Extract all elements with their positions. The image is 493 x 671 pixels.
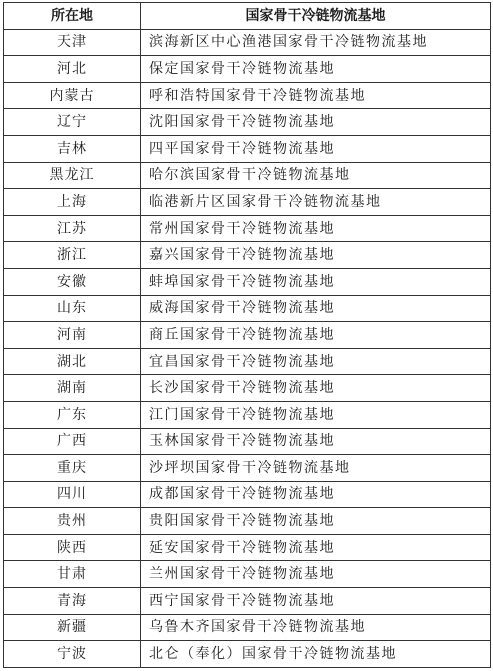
table-row (4, 455, 491, 482)
base-cell: 呼和浩特国家骨干冷链物流基地 (141, 82, 491, 109)
location-cell: 内蒙古 (4, 82, 141, 109)
base-cell: 西宁国家骨干冷链物流基地 (141, 588, 491, 615)
location-cell: 上海 (4, 189, 141, 216)
table-row (4, 162, 491, 189)
base-cell: 商丘国家骨干冷链物流基地 (141, 322, 491, 349)
location-cell: 河南 (4, 322, 141, 349)
table-row (4, 56, 491, 83)
location-cell: 甘肃 (4, 561, 141, 588)
table-row (4, 401, 491, 428)
table-row (4, 534, 491, 561)
location-cell: 浙江 (4, 242, 141, 269)
table-body (4, 29, 491, 667)
location-cell: 江苏 (4, 215, 141, 242)
base-cell: 威海国家骨干冷链物流基地 (141, 295, 491, 322)
location-cell: 湖南 (4, 375, 141, 402)
base-cell: 兰州国家骨干冷链物流基地 (141, 561, 491, 588)
location-cell: 广西 (4, 428, 141, 455)
base-cell: 宜昌国家骨干冷链物流基地 (141, 348, 491, 375)
table-row (4, 29, 491, 56)
base-cell: 沈阳国家骨干冷链物流基地 (141, 109, 491, 136)
base-cell: 北仑（奉化）国家骨干冷链物流基地 (141, 641, 491, 668)
location-cell: 陕西 (4, 534, 141, 561)
base-cell: 玉林国家骨干冷链物流基地 (141, 428, 491, 455)
base-cell: 滨海新区中心渔港国家骨干冷链物流基地 (141, 29, 491, 56)
location-cell: 辽宁 (4, 109, 141, 136)
location-cell: 贵州 (4, 508, 141, 535)
base-cell: 贵阳国家骨干冷链物流基地 (141, 508, 491, 535)
table-row (4, 641, 491, 668)
base-cell: 常州国家骨干冷链物流基地 (141, 215, 491, 242)
table-row (4, 588, 491, 615)
table-row (4, 348, 491, 375)
table-row (4, 614, 491, 641)
table-row (4, 375, 491, 402)
table-row (4, 215, 491, 242)
table-row (4, 508, 491, 535)
table-row (4, 135, 491, 162)
location-cell: 天津 (4, 29, 141, 56)
base-cell: 保定国家骨干冷链物流基地 (141, 56, 491, 83)
table-row (4, 109, 491, 136)
table-row (4, 428, 491, 455)
table-row (4, 481, 491, 508)
cold-chain-base-table (3, 2, 491, 668)
base-cell: 哈尔滨国家骨干冷链物流基地 (141, 162, 491, 189)
location-cell: 安徽 (4, 268, 141, 295)
location-cell: 四川 (4, 481, 141, 508)
base-cell: 沙坪坝国家骨干冷链物流基地 (141, 455, 491, 482)
table-row (4, 189, 491, 216)
base-cell: 成都国家骨干冷链物流基地 (141, 481, 491, 508)
location-cell: 黑龙江 (4, 162, 141, 189)
location-cell: 山东 (4, 295, 141, 322)
table-header-row (4, 3, 491, 30)
table-row (4, 322, 491, 349)
location-cell: 重庆 (4, 455, 141, 482)
table-row (4, 561, 491, 588)
header-location: 所在地 (4, 3, 141, 30)
location-cell: 吉林 (4, 135, 141, 162)
location-cell: 河北 (4, 56, 141, 83)
base-cell: 临港新片区国家骨干冷链物流基地 (141, 189, 491, 216)
table-row (4, 242, 491, 269)
table-row (4, 295, 491, 322)
base-cell: 嘉兴国家骨干冷链物流基地 (141, 242, 491, 269)
table-row (4, 82, 491, 109)
table-row (4, 268, 491, 295)
location-cell: 湖北 (4, 348, 141, 375)
base-cell: 长沙国家骨干冷链物流基地 (141, 375, 491, 402)
base-cell: 乌鲁木齐国家骨干冷链物流基地 (141, 614, 491, 641)
base-cell: 四平国家骨干冷链物流基地 (141, 135, 491, 162)
base-cell: 江门国家骨干冷链物流基地 (141, 401, 491, 428)
header-base: 国家骨干冷链物流基地 (141, 3, 491, 30)
location-cell: 新疆 (4, 614, 141, 641)
base-cell: 延安国家骨干冷链物流基地 (141, 534, 491, 561)
base-cell: 蚌埠国家骨干冷链物流基地 (141, 268, 491, 295)
location-cell: 广东 (4, 401, 141, 428)
location-cell: 宁波 (4, 641, 141, 668)
location-cell: 青海 (4, 588, 141, 615)
